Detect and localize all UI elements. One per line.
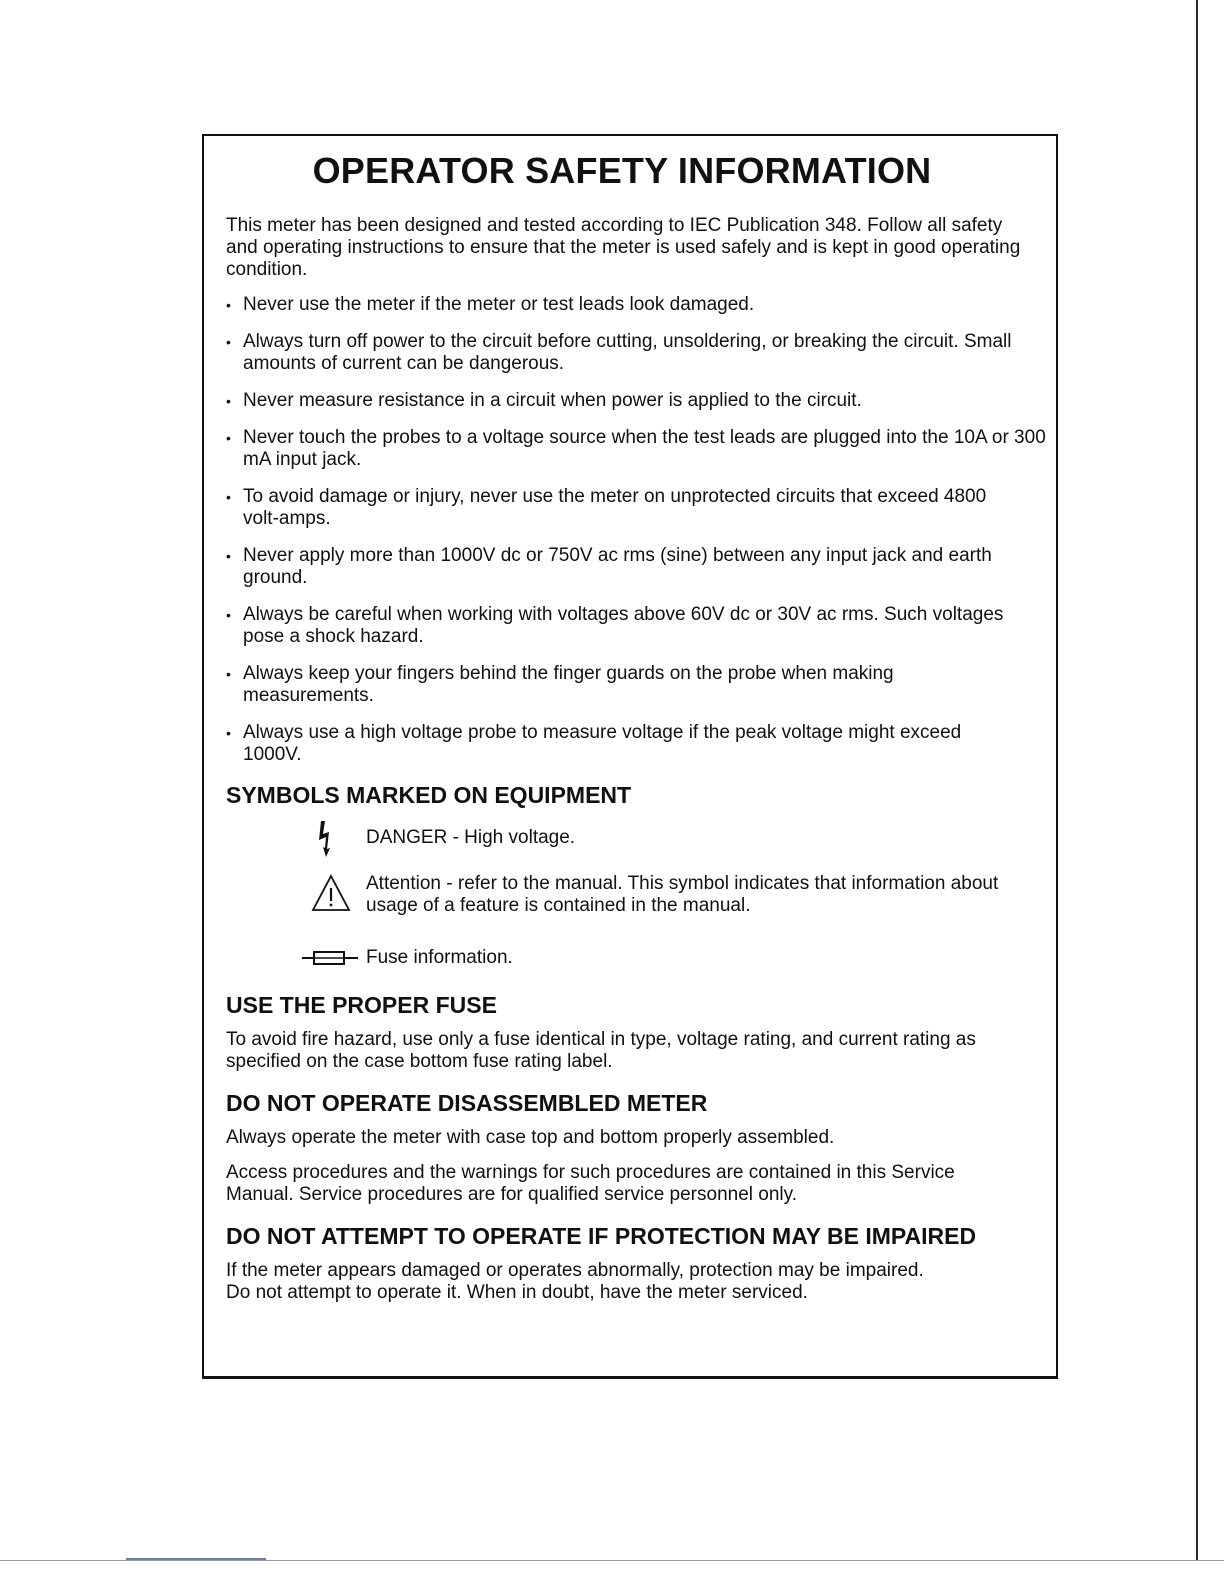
list-item: • Never measure resistance in a circuit when power is applied to the circuit. — [226, 390, 1046, 412]
symbol-text: DANGER - High voltage. — [366, 827, 576, 848]
list-item: • Always be careful when working with voltages above 60V dc or 30V ac rms. Such voltages pose a shock hazard. — [226, 604, 1043, 648]
symbol-row — [226, 947, 1046, 977]
impaired-line-2: Do not attempt to operate it. When in doubt, have the meter serviced. — [226, 1282, 808, 1303]
list-item: • Always keep your fingers behind the finger guards on the probe when making measurements. — [226, 663, 963, 707]
safety-list — [226, 294, 1046, 766]
disassembled-paragraph-1: Always operate the meter with case top and bottom properly assembled. — [226, 1127, 835, 1148]
impaired-heading: DO NOT ATTEMPT TO OPERATE IF PROTECTION MAY BE IMPAIRED — [226, 1223, 977, 1249]
intro-paragraph: This meter has been designed and tested according to IEC Publication 348. Follow all safety and operating instructions to ensure that the meter is used safely and is kept in good operating condition. — [226, 215, 1021, 280]
list-item: • Always turn off power to the circuit before cutting, unsoldering, or breaking the circuit. Small amounts of current can be dangerous. — [226, 331, 1046, 375]
symbols-heading: SYMBOLS MARKED ON EQUIPMENT — [226, 782, 632, 808]
list-item: • Always use a high voltage probe to measure voltage if the peak voltage might exceed 1000V. — [226, 722, 1023, 766]
attention-triangle-icon — [310, 873, 352, 918]
symbol-text: Attention - refer to the manual. This symbol indicates that information about usage of a feature is contained in the manual. — [366, 873, 999, 916]
page-content — [226, 150, 1046, 1304]
disassembled-heading: DO NOT OPERATE DISASSEMBLED METER — [226, 1090, 708, 1116]
page-title: OPERATOR SAFETY INFORMATION — [312, 150, 932, 191]
scan-mark — [126, 1558, 266, 1560]
symbols-list — [226, 827, 1046, 977]
list-item: • Never apply more than 1000V dc or 750V ac rms (sine) between any input jack and earth ground. — [226, 545, 1033, 589]
high-voltage-icon — [314, 819, 338, 864]
impaired-line-1: If the meter appears damaged or operates abnormally, protection may be impaired. — [226, 1260, 924, 1281]
fuse-heading: USE THE PROPER FUSE — [226, 992, 497, 1018]
scan-edge-bottom — [0, 1560, 1224, 1561]
symbol-row — [226, 873, 1046, 933]
symbol-row — [226, 827, 1046, 867]
disassembled-paragraph-2: Access procedures and the warnings for such procedures are contained in this Service Manual. Service procedures are for qualified service personnel only. — [226, 1162, 955, 1205]
list-item: • Never use the meter if the meter or test leads look damaged. — [226, 294, 1046, 316]
fuse-paragraph: To avoid fire hazard, use only a fuse identical in type, voltage rating, and current rating as specified on the case bottom fuse rating label. — [226, 1029, 976, 1072]
symbol-text: Fuse information. — [366, 947, 513, 968]
scan-edge-right — [1196, 0, 1198, 1560]
fuse-icon — [302, 950, 358, 971]
list-item: • To avoid damage or injury, never use the meter on unprotected circuits that exceed 4800 volt-amps. — [226, 486, 1023, 530]
list-item: • Never touch the probes to a voltage source when the test leads are plugged into the 10A or 300 mA input jack. — [226, 427, 1046, 471]
